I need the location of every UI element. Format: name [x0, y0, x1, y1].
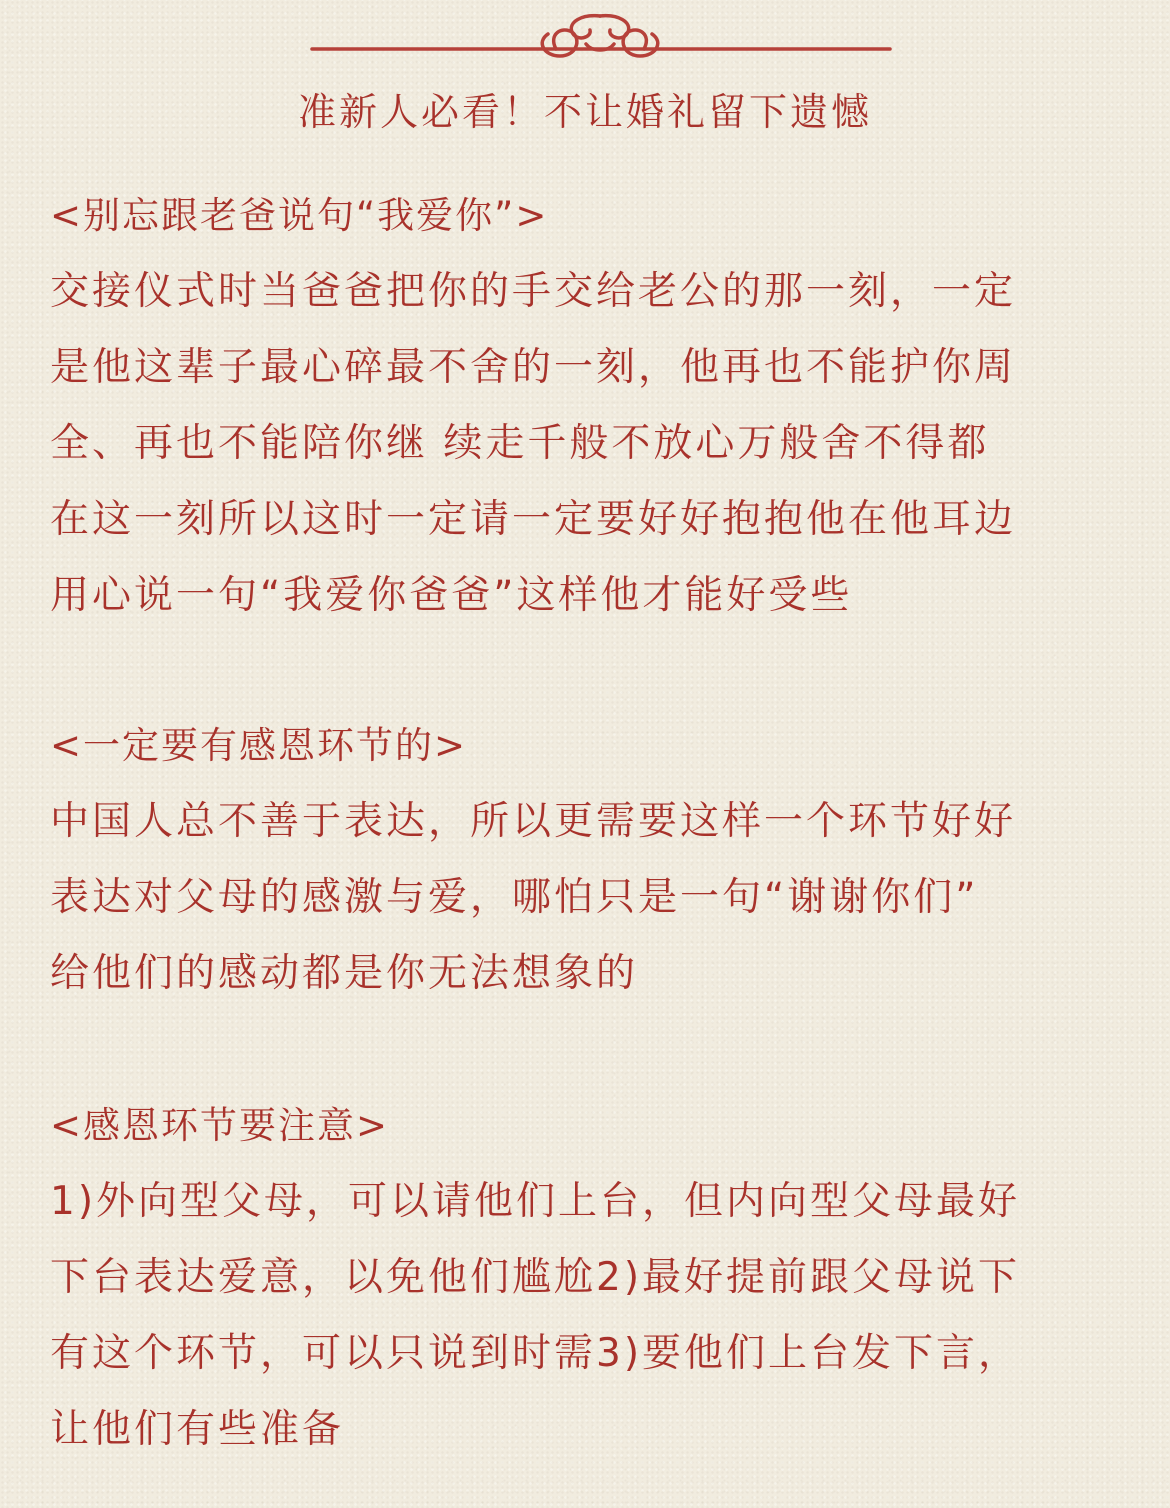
- paragraph-line: 是他这辈子最心碎最不舍的一刻，他再也不能护你周: [50, 345, 1017, 390]
- section-gratitude: [50, 708, 1135, 1012]
- paragraph-line: 用心说一句“我爱你爸爸”这样他才能好受些: [50, 573, 853, 618]
- section-heading: <别忘跟老爸说句“我爱你”>: [50, 194, 549, 237]
- paragraph-line: 全、再也不能陪你继 续走千般不放心万般舍不得都: [50, 421, 990, 466]
- paragraph-line: 给他们的感动都是你无法想象的: [50, 951, 639, 996]
- scroll-ornament-icon: [300, 4, 900, 84]
- paragraph-line: 下台表达爱意，以免他们尴尬2)最好提前跟父母说下: [50, 1255, 1021, 1300]
- paragraph-line: 在这一刻所以这时一定请一定要好好抱抱他在他耳边: [50, 497, 1017, 542]
- section-heading: <一定要有感恩环节的>: [50, 724, 468, 767]
- paragraph-line: 让他们有些准备: [50, 1407, 345, 1452]
- paragraph-line: 交接仪式时当爸爸把你的手交给老公的那一刻，一定: [50, 269, 1017, 314]
- paragraph-line: 表达对父母的感激与爱，哪怕只是一句“谢谢你们”: [50, 875, 979, 920]
- page-title: 准新人必看！不让婚礼留下遗憾: [297, 90, 872, 134]
- paragraph-line: 有这个环节，可以只说到时需3)要他们上台发下言，: [50, 1331, 1021, 1376]
- paragraph-line: 中国人总不善于表达，所以更需要这样一个环节好好: [50, 799, 1017, 844]
- section-heading: <感恩环节要注意>: [50, 1104, 390, 1147]
- section-gratitude-notes: [50, 1088, 1135, 1468]
- paragraph-line: 1)外向型父母，可以请他们上台，但内向型父母最好: [50, 1179, 1021, 1224]
- section-tell-dad: [50, 178, 1135, 634]
